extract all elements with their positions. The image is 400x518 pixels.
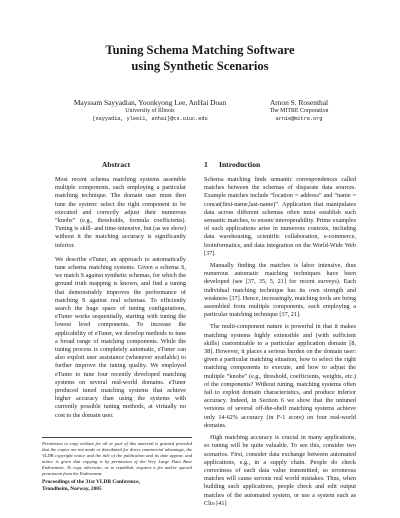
author-block-mitre	[244, 98, 354, 123]
author-affiliation: University of Illinois	[125, 108, 175, 114]
permission-notice: Permission to copy without fee all or part of this material is granted provided that the copies are not made or distributed for direct commercial advantage, the VLDB copyright notice and the title of the publication and its date appear, and notice is given that copying is by permission of the Very Large Data Base Endowment. To copy otherwise, or to republish, requires a fee and/or special permission from the Endowment.	[42, 441, 192, 476]
author-names: Mayssam Sayyadian, Yoonkyong Lee, AnHai Doan	[73, 98, 227, 107]
abstract-paragraph-1: Most recent schema matching systems assemble multiple components, each employing a particular matching technique. The domain user must then tune the system: select the right component to be executed and correctly adjust their numerous “knobs” (e.g., thresholds, formula coefficients). Tuning is skill- and time-intensive, but (as we show) without it the matching accuracy is significantly inferior.	[55, 176, 186, 249]
abstract-paragraph-2: We describe eTuner, an approach to automatically tune schema matching systems. Given a schema S, we match S against synthetic schemas, for which the ground truth mapping is known, and find a tuning that demonstrably improves the performance of matching S against real schemas. To efficiently search the huge space of tuning configurations, eTuner works sequentially, starting with tuning the lowest level components. To increase the applicability of eTuner, we develop methods to tune a broad range of matching components. While the tuning process is completely automatic, eTuner can also exploit user assistance (whenever available) to further improve the tuning quality. We employed eTuner to tune four recently developed matching systems on several real-world domains. eTuner produced tuned matching systems that achieve higher accuracy than using the systems with currently possible tuning methods, at virtually no cost to the domain user.	[55, 255, 186, 419]
intro-paragraph-3: The multi-component nature is powerful in that it makes matching systems highly extensible and (with sufficient skills) customizable to a particular application domain [8, 38]. However, it places a serious burden on the domain user: given a particular matching situation, how to select the right matching components to execute, and how to adjust the multiple “knobs” (e.g., threshold, coefficients, weights, etc.) of the components? Without tuning, matching systems often fail to exploit domain characteristics, and produce inferior accuracy. Indeed, in Section 6 we show that the untuned versions of several off-the-shelf matching systems achieve only 14-62% accuracy (in F-1 score) on four real-world domains.	[204, 323, 356, 429]
introduction-heading	[204, 160, 356, 170]
intro-paragraph-4: High matching accuracy is crucial in many applications, so tuning will be quite valuable. To see this, consider two scenarios. First, consider data exchange between automated applications, e.g., in a supply chain. People do check correctness of each data value transmitted, so erroneous matches will cause serious real world mistakes. Thus, when building such applications, people check and edit output matches of the automated system, or use a system such as Clio [41]	[204, 434, 356, 507]
intro-paragraph-2: Manually finding the matches is labor intensive, thus numerous automatic matching techniques have been developed (see [37, 35, 5, 21] for recent surveys). Each individual matching technique has its own strength and weakness [37]. Hence, increasingly, matching tools are being assembled from multiple components, each employing a particular matching technique [37, 21].	[204, 262, 356, 319]
intro-paragraph-1: Schema matching finds semantic correspondences called matches between the schemas of disparate data sources. Example matches include “location = address” and “name = concat(first-name,last-name)”. Application that manipulates data across different schemas often must establish such semantic matches, to ensure interoperability. Prime examples of such applications arise in numerous contexts, including data warehousing, scientific collaboration, e-commerce, bioinformatics, and data integration on the World-Wide Web [37].	[204, 176, 356, 257]
author-names: Arnon S. Rosenthal	[269, 98, 329, 107]
section-number: 1	[204, 160, 208, 169]
title-line-2: using Synthetic Scenarios	[131, 59, 269, 73]
paper-title	[0, 42, 400, 74]
title-line-1: Tuning Schema Matching Software	[105, 43, 295, 57]
left-column	[42, 160, 190, 426]
right-column	[204, 160, 356, 512]
author-affiliation: The MITRE Corporation	[269, 108, 329, 114]
author-block-illinois	[62, 98, 238, 123]
introduction-body	[204, 176, 356, 508]
author-email: arnie@mitre.org	[275, 115, 323, 122]
proceedings-line-1: Proceedings of the 31st VLDB Conference,	[42, 479, 140, 486]
proceedings-line-2: Trondheim, Norway, 2005	[42, 486, 102, 493]
author-email: {sayyadia, ylee11, anhai}@cs.uiuc.edu	[92, 115, 208, 122]
abstract-body	[42, 176, 190, 420]
section-title: Introduction	[219, 160, 261, 169]
abstract-heading: Abstract	[101, 160, 131, 169]
permission-footnote	[42, 437, 192, 493]
